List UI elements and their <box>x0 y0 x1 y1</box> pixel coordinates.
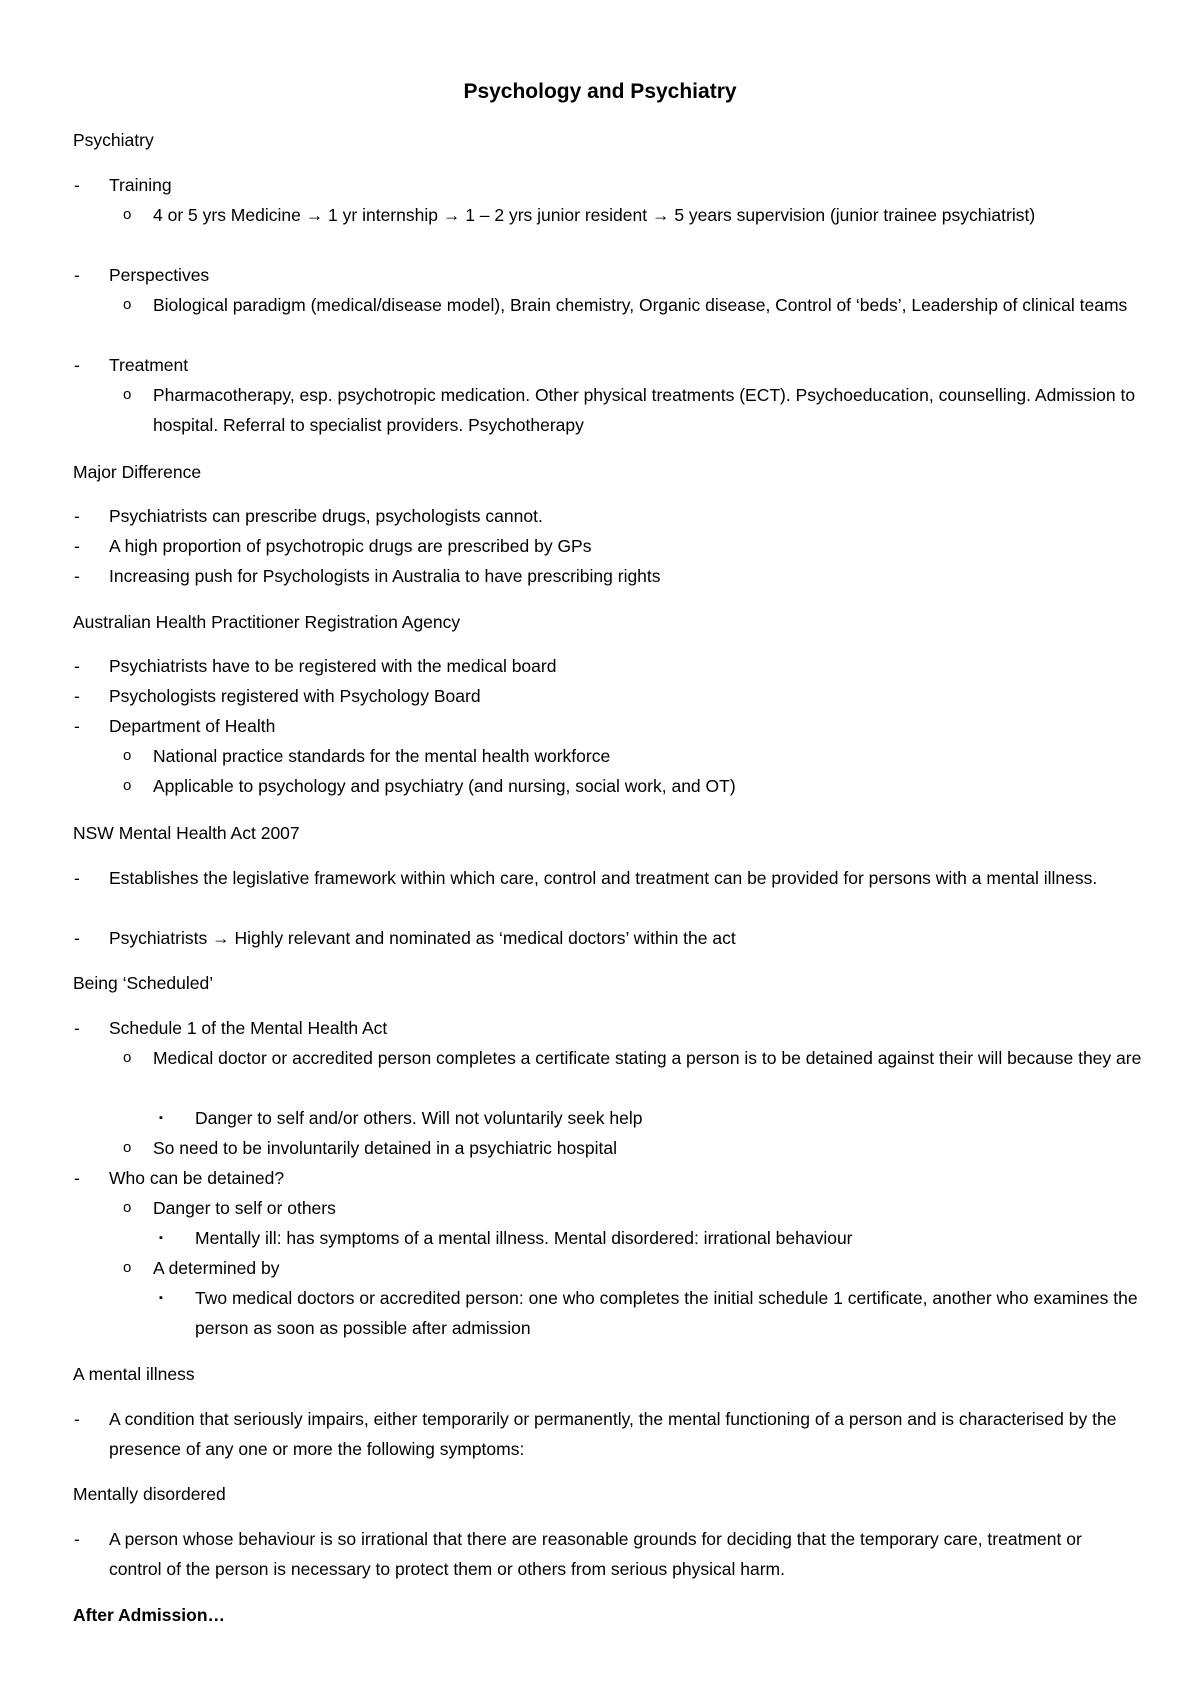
circle-bullet: o <box>123 1139 132 1156</box>
section-heading-psychiatry: Psychiatry <box>73 130 154 150</box>
section-heading-being-scheduled: Being ‘Scheduled’ <box>73 973 214 993</box>
list-item: - Psychiatrists → Highly relevant and nominated as ‘medical doctors’ within the act <box>109 923 1139 953</box>
list-item: o Biological paradigm (medical/disease model), Brain chemistry, Organic disease, Control of ‘beds’, Leadership of clinical teams <box>153 290 1143 320</box>
circle-bullet: o <box>123 747 132 764</box>
circle-bullet: o <box>123 1199 132 1216</box>
square-bullet: ▪ <box>159 1232 163 1244</box>
dash-bullet: - <box>74 686 80 706</box>
section-heading-mentally-disordered: Mentally disordered <box>73 1484 226 1504</box>
list-item: - A condition that seriously impairs, either temporarily or permanently, the mental functioning of a person and is characterised by the presence of any one or more the following symptoms: <box>109 1404 1139 1464</box>
dash-bullet: - <box>74 1018 80 1038</box>
list-item: o Danger to self or others <box>153 1193 1143 1223</box>
list-item: o So need to be involuntarily detained in a psychiatric hospital <box>153 1133 1143 1163</box>
circle-bullet: o <box>123 206 132 223</box>
list-item: - Psychologists registered with Psychology Board <box>109 681 1139 711</box>
dash-bullet: - <box>74 868 80 888</box>
list-item: - Perspectives <box>109 260 1139 290</box>
circle-bullet: o <box>123 1049 132 1066</box>
list-item: - Department of Health <box>109 711 1139 741</box>
list-item: ▪ Danger to self and/or others. Will not voluntarily seek help <box>195 1103 1145 1133</box>
dash-bullet: - <box>74 355 80 375</box>
list-item: - Psychiatrists can prescribe drugs, psychologists cannot. <box>109 501 1139 531</box>
circle-bullet: o <box>123 777 132 794</box>
list-item: - Psychiatrists have to be registered with the medical board <box>109 651 1139 681</box>
list-item: - Establishes the legislative framework within which care, control and treatment can be provided for persons with a mental illness. <box>109 863 1139 893</box>
list-item: o A determined by <box>153 1253 1143 1283</box>
dash-bullet: - <box>74 566 80 586</box>
section-heading-major-difference: Major Difference <box>73 462 202 482</box>
circle-bullet: o <box>123 386 132 403</box>
dash-bullet: - <box>74 1409 80 1429</box>
list-item: o Applicable to psychology and psychiatry (and nursing, social work, and OT) <box>153 771 1143 801</box>
document-title: Psychology and Psychiatry <box>463 80 737 103</box>
list-item: - A person whose behaviour is so irrational that there are reasonable grounds for deciding that the temporary care, treatment or control of the person is necessary to protect them or others from serious physical harm. <box>109 1524 1139 1584</box>
list-item: - A high proportion of psychotropic drugs are prescribed by GPs <box>109 531 1139 561</box>
list-item: ▪ Two medical doctors or accredited person: one who completes the initial schedule 1 certificate, another who examines the person as soon as possible after admission <box>195 1283 1145 1343</box>
list-item: - Training <box>109 170 1139 200</box>
list-item: o 4 or 5 yrs Medicine → 1 yr internship → 1 – 2 yrs junior resident → 5 years supervision (junior trainee psychiatrist) <box>153 200 1143 230</box>
circle-bullet: o <box>123 296 132 313</box>
dash-bullet: - <box>74 656 80 676</box>
dash-bullet: - <box>74 536 80 556</box>
list-item: - Who can be detained? <box>109 1163 1139 1193</box>
list-item: - Schedule 1 of the Mental Health Act <box>109 1013 1139 1043</box>
dash-bullet: - <box>74 716 80 736</box>
dash-bullet: - <box>74 1168 80 1188</box>
list-item: o National practice standards for the mental health workforce <box>153 741 1143 771</box>
dash-bullet: - <box>74 1529 80 1549</box>
square-bullet: ▪ <box>159 1112 163 1124</box>
section-heading-after-admission: After Admission… <box>73 1605 226 1625</box>
list-item: - Increasing push for Psychologists in Australia to have prescribing rights <box>109 561 1139 591</box>
section-heading-nsw-mental-health-act: NSW Mental Health Act 2007 <box>73 823 300 843</box>
dash-bullet: - <box>74 928 80 948</box>
circle-bullet: o <box>123 1259 132 1276</box>
section-heading-ahpra: Australian Health Practitioner Registration Agency <box>73 612 461 632</box>
list-item: ▪ Mentally ill: has symptoms of a mental illness. Mental disordered: irrational behaviour <box>195 1223 1145 1253</box>
list-item: o Pharmacotherapy, esp. psychotropic medication. Other physical treatments (ECT). Psychoeducation, counselling. Admission to hospital. Referral to specialist providers. Psychotherapy <box>153 380 1143 440</box>
dash-bullet: - <box>74 265 80 285</box>
list-item: o Medical doctor or accredited person completes a certificate stating a person is to be detained against their will because they are <box>153 1043 1143 1073</box>
square-bullet: ▪ <box>159 1292 163 1304</box>
section-heading-mental-illness: A mental illness <box>73 1364 195 1384</box>
dash-bullet: - <box>74 506 80 526</box>
dash-bullet: - <box>74 175 80 195</box>
list-item: - Treatment <box>109 350 1139 380</box>
